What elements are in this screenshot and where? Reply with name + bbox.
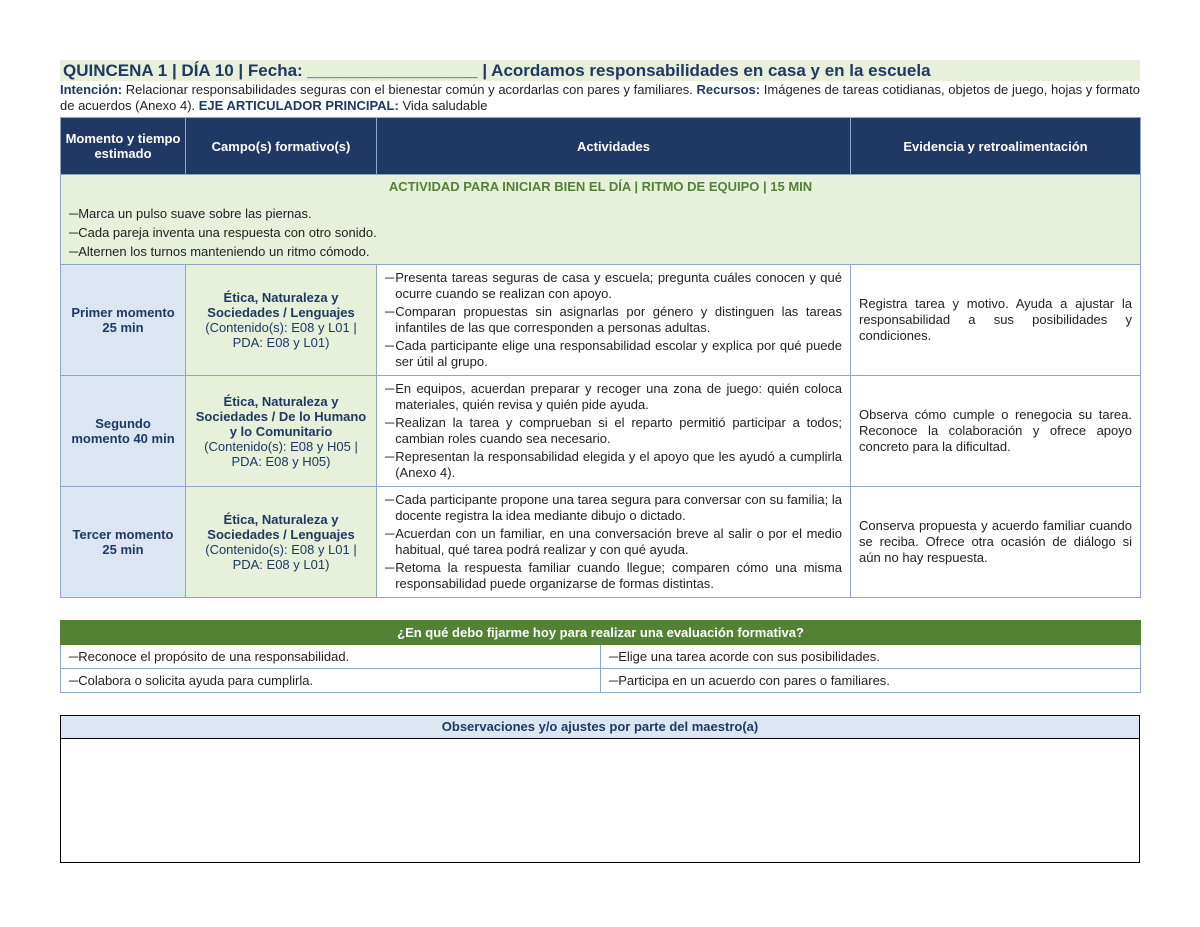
header-campo: Campo(s) formativo(s): [186, 118, 377, 175]
evaluation-row: [61, 669, 1141, 693]
activities-table: [60, 117, 1141, 598]
bullet-dash: ─: [385, 304, 395, 319]
evaluation-row: [61, 645, 1141, 669]
activity-item: ─ Comparan propuestas sin asignarlas por género y distinguen las tareas infantiles de las que corresponden a personas adultas.: [385, 304, 842, 335]
header-evidencia: Evidencia y retroalimentación: [851, 118, 1141, 175]
bullet-dash: ─: [69, 244, 79, 259]
evaluation-item: ─Reconoce el propósito de una responsabilidad.: [61, 645, 601, 669]
activity-item: ─ Realizan la tarea y comprueban si el reparto permitió participar a todos; cambian roles cuando sea necesario.: [385, 415, 842, 446]
bullet-dash: ─: [69, 673, 79, 688]
evidencia-cell: Observa cómo cumple o renegocia su tarea. Reconoce la colaboración y ofrece apoyo concreto para la dificultad.: [851, 376, 1141, 487]
bullet-dash: ─: [385, 526, 395, 541]
momento-cell: Segundo momento 40 min: [61, 376, 186, 487]
bullet-dash: ─: [385, 492, 395, 507]
table-row: [61, 376, 1141, 487]
observations-title: Observaciones y/o ajustes por parte del maestro(a): [61, 716, 1139, 739]
bullet-dash: ─: [385, 381, 395, 396]
eje-text: Vida saludable: [402, 98, 488, 113]
actividades-cell: [377, 265, 851, 376]
campo-name: Ética, Naturaleza y Sociedades / De lo Humano y lo Comunitario: [195, 393, 367, 439]
start-activity-title: ACTIVIDAD PARA INICIAR BIEN EL DÍA | RITMO DE EQUIPO | 15 MIN: [388, 179, 813, 194]
bullet-dash: ─: [385, 338, 395, 353]
activity-item: ─ Presenta tareas seguras de casa y escuela; pregunta cuáles conocen y qué ocurre cuando se realizan con apoyo.: [385, 270, 842, 301]
activity-item: ─ En equipos, acuerdan preparar y recoger una zona de juego: quién coloca materiales, quién revisa y quién pide ayuda.: [385, 381, 842, 412]
eje-label: EJE ARTICULADOR PRINCIPAL:: [198, 98, 399, 113]
start-activity-item: ─Alternen los turnos manteniendo un ritmo cómodo.: [69, 244, 370, 259]
table-header-row: [61, 118, 1141, 175]
lesson-plan-page: [60, 60, 1140, 863]
activity-item: ─ Cada participante elige una responsabilidad escolar y explica por qué puede ser útil al grupo.: [385, 338, 842, 369]
table-row: [61, 487, 1141, 598]
recursos-label: Recursos:: [696, 82, 761, 97]
campo-name: Ética, Naturaleza y Sociedades / Lenguajes: [207, 290, 355, 320]
intencion-text: Relacionar responsabilidades seguras con el bienestar común y acordarlas con pares y familiares.: [125, 82, 693, 97]
momento-cell: Primer momento 25 min: [61, 265, 186, 376]
campo-cell: [186, 265, 377, 376]
activity-item: ─ Cada participante propone una tarea segura para conversar con su familia; la docente registra la idea mediante dibujo o dictado.: [385, 492, 842, 523]
evidencia-cell: Conserva propuesta y acuerdo familiar cuando se reciba. Ofrece otra ocasión de diálogo si aún no hay respuesta.: [851, 487, 1141, 598]
activity-item: ─ Acuerdan con un familiar, en una conversación breve al salir o por el medio habitual, qué tarea podrá realizar y con qué ayuda.: [385, 526, 842, 557]
actividades-cell: [377, 376, 851, 487]
bullet-dash: ─: [609, 673, 619, 688]
start-activity-item: ─Cada pareja inventa una respuesta con otro sonido.: [69, 225, 377, 240]
observations-box: [60, 715, 1140, 863]
evaluation-header-row: [61, 621, 1141, 645]
momento-cell: Tercer momento 25 min: [61, 487, 186, 598]
bullet-dash: ─: [385, 560, 395, 575]
bullet-dash: ─: [69, 225, 79, 240]
evaluation-item: ─Colabora o solicita ayuda para cumplirla.: [61, 669, 601, 693]
table-row: [61, 265, 1141, 376]
bullet-dash: ─: [385, 270, 395, 285]
evidencia-cell: Registra tarea y motivo. Ayuda a ajustar la responsabilidad a sus posibilidades y condiciones.: [851, 265, 1141, 376]
bullet-dash: ─: [385, 415, 395, 430]
start-activity-cell: [61, 175, 1141, 265]
evaluation-title: ¿En qué debo fijarme hoy para realizar una evaluación formativa?: [61, 621, 1141, 645]
intencion-label: Intención:: [60, 82, 123, 97]
start-activity-row: [61, 175, 1141, 265]
start-activity-item: ─Marca un pulso suave sobre las piernas.: [69, 206, 312, 221]
intro-paragraph: [60, 82, 1140, 114]
bullet-dash: ─: [69, 649, 79, 664]
header-actividades: Actividades: [377, 118, 851, 175]
actividades-cell: [377, 487, 851, 598]
evaluation-item: ─Elige una tarea acorde con sus posibilidades.: [601, 645, 1141, 669]
bullet-dash: ─: [69, 206, 79, 221]
activity-item: ─ Representan la responsabilidad elegida y el apoyo que les ayudó a cumplirla (Anexo 4).: [385, 449, 842, 480]
campo-cell: [186, 487, 377, 598]
campo-contenido: (Contenido(s): E08 y L01 | PDA: E08 y L01): [205, 542, 357, 572]
header-momento: Momento y tiempo estimado: [61, 118, 186, 175]
bullet-dash: ─: [609, 649, 619, 664]
bullet-dash: ─: [385, 449, 395, 464]
campo-cell: [186, 376, 377, 487]
formative-evaluation-table: [60, 620, 1141, 693]
page-title: QUINCENA 1 | DÍA 10 | Fecha: __________________ | Acordamos responsabilidades en casa y en la escuela: [60, 60, 1140, 81]
activity-item: ─ Retoma la respuesta familiar cuando llegue; comparen cómo una misma responsabilidad puede organizarse de formas distintas.: [385, 560, 842, 591]
campo-name: Ética, Naturaleza y Sociedades / Lenguajes: [207, 512, 355, 542]
campo-contenido: (Contenido(s): E08 y H05 | PDA: E08 y H05): [204, 438, 358, 469]
recursos-text: Imágenes de tareas cotidianas, objetos de juego, hojas y formato de acuerdos (Anexo 4).: [60, 82, 1140, 113]
campo-contenido: (Contenido(s): E08 y L01 | PDA: E08 y L01): [205, 320, 357, 350]
evaluation-item: ─Participa en un acuerdo con pares o familiares.: [601, 669, 1141, 693]
